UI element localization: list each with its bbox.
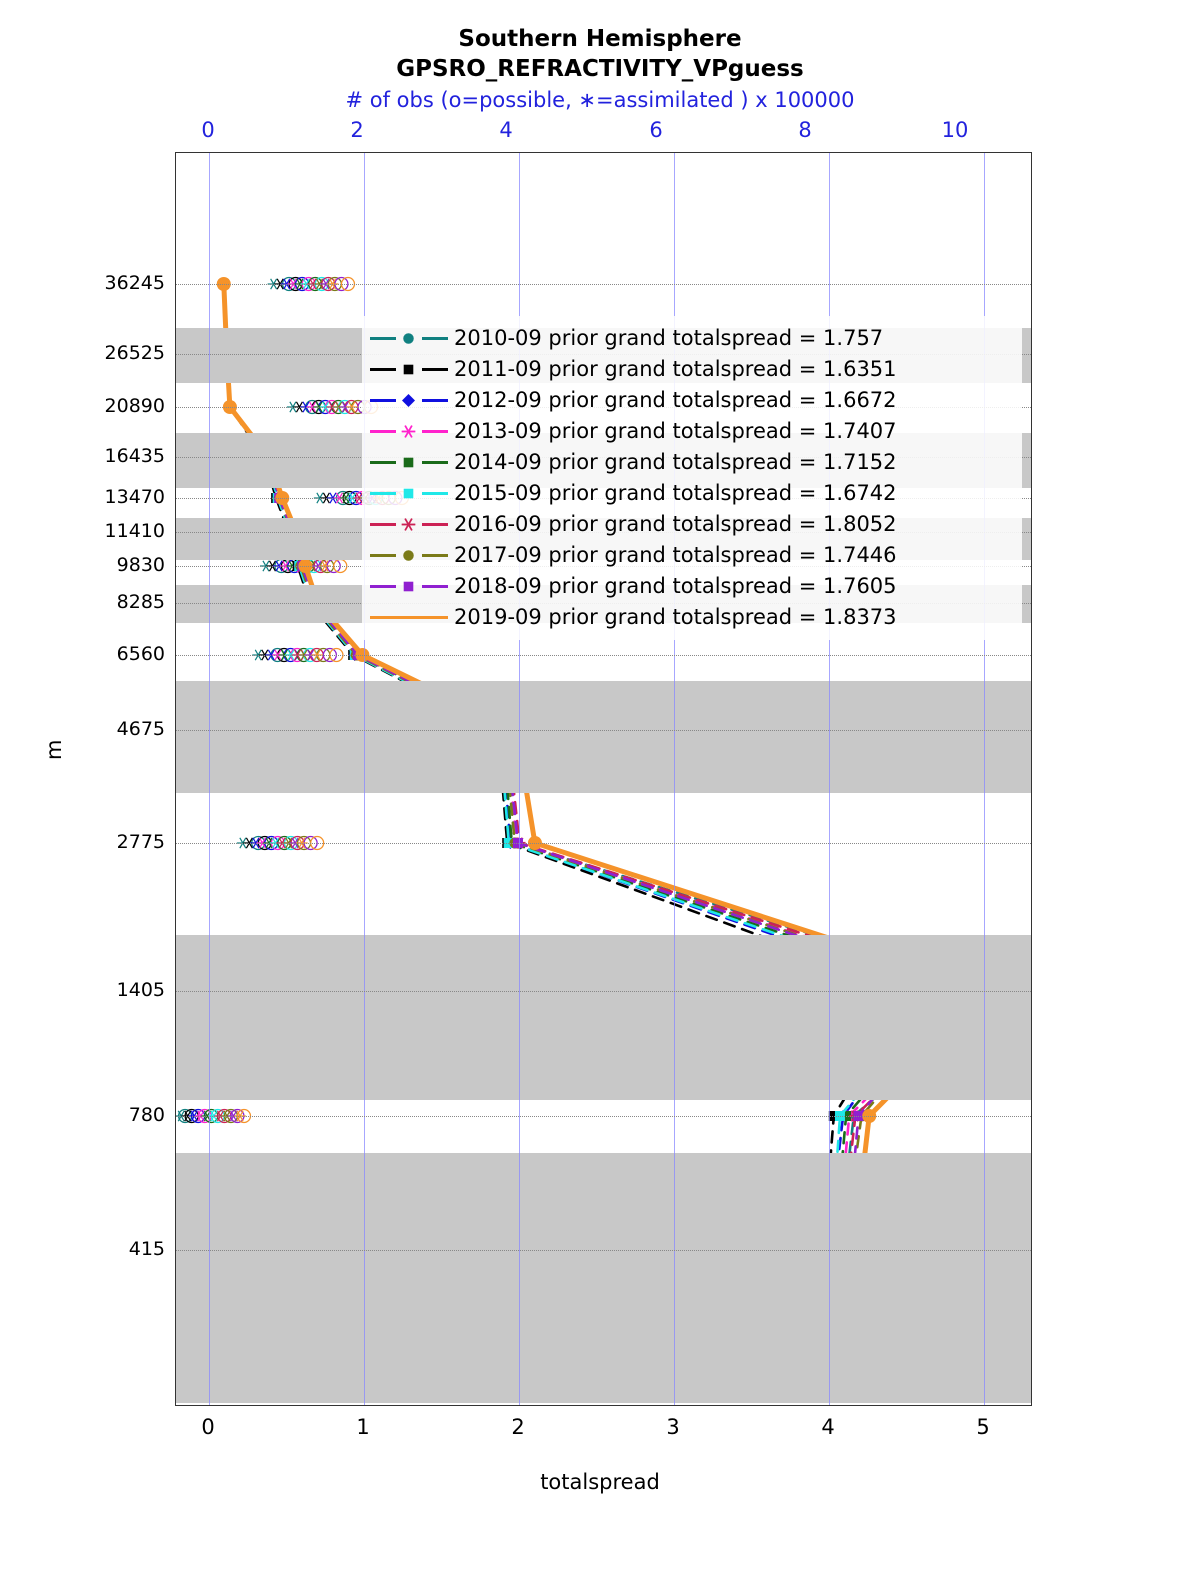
- legend-line-dash: [370, 337, 396, 340]
- title-line-2: GPSRO_REFRACTIVITY_VPguess: [396, 56, 804, 82]
- legend-swatch: [370, 328, 448, 348]
- legend-marker-star-icon: [401, 424, 416, 439]
- legend-marker-square-icon: [401, 486, 416, 501]
- legend-line-dash: [370, 430, 396, 433]
- legend-label: 2012-09 prior grand totalspread = 1.6672: [454, 387, 897, 412]
- legend-line-dash: [422, 554, 448, 557]
- legend-item: [370, 384, 1014, 415]
- gridline-horizontal: [176, 1250, 1031, 1251]
- legend-label: 2016-09 prior grand totalspread = 1.8052: [454, 511, 897, 536]
- legend-marker-square-icon: [401, 455, 416, 470]
- legend-line-dash: [422, 337, 448, 340]
- shaded-band: [176, 935, 1031, 1100]
- left-axis-tick: 6560: [116, 643, 165, 665]
- legend-line-dash: [422, 585, 448, 588]
- legend: [362, 316, 1022, 640]
- gridline-horizontal: [176, 284, 1031, 285]
- legend-swatch: [370, 576, 448, 596]
- left-axis-tick: 26525: [104, 342, 165, 364]
- top-axis-tick: 6: [649, 118, 663, 142]
- left-axis-tick: 1405: [116, 979, 165, 1001]
- legend-item: [370, 477, 1014, 508]
- legend-marker-square-icon: [401, 579, 416, 594]
- chart-title: [0, 24, 1200, 84]
- legend-line-dash: [422, 430, 448, 433]
- legend-item: [370, 446, 1014, 477]
- gridline-horizontal: [176, 1116, 1031, 1117]
- left-axis-tick: 9830: [116, 554, 165, 576]
- shaded-band: [176, 1153, 1031, 1403]
- bottom-axis-tick: 5: [976, 1415, 990, 1439]
- gridline-vertical: [209, 153, 210, 1405]
- gridline-horizontal: [176, 655, 1031, 656]
- left-axis-tick: 11410: [104, 520, 165, 542]
- legend-item: [370, 322, 1014, 353]
- bottom-axis-tick: 0: [201, 1415, 215, 1439]
- legend-label: 2015-09 prior grand totalspread = 1.6742: [454, 480, 897, 505]
- left-axis-tick: 8285: [116, 591, 165, 613]
- legend-swatch: [370, 390, 448, 410]
- chart-subtitle: # of obs (o=possible, ∗=assimilated ) x 100000: [345, 88, 855, 112]
- legend-line-dash: [422, 461, 448, 464]
- left-axis-tick: 13470: [104, 486, 165, 508]
- legend-item: [370, 570, 1014, 601]
- left-axis-tick: 780: [128, 1104, 165, 1126]
- left-axis-tick: 20890: [104, 395, 165, 417]
- bottom-axis-tick: 1: [356, 1415, 370, 1439]
- top-axis-tick: 0: [201, 118, 215, 142]
- legend-label: 2017-09 prior grand totalspread = 1.7446: [454, 542, 897, 567]
- legend-line-dash: [370, 399, 396, 402]
- legend-swatch: [370, 607, 448, 627]
- legend-swatch: [370, 359, 448, 379]
- legend-marker-circle-icon: [401, 548, 416, 563]
- legend-item: [370, 415, 1014, 446]
- legend-line-dash: [370, 523, 396, 526]
- legend-line-dash: [422, 492, 448, 495]
- bottom-axis-tick: 2: [511, 1415, 525, 1439]
- plot-area: [175, 152, 1032, 1406]
- legend-line-dash: [370, 368, 396, 371]
- top-axis-tick: 2: [350, 118, 364, 142]
- legend-swatch: [370, 421, 448, 441]
- legend-label: 2013-09 prior grand totalspread = 1.7407: [454, 418, 897, 443]
- shaded-band: [176, 681, 1031, 793]
- legend-swatch: [370, 483, 448, 503]
- legend-label: 2019-09 prior grand totalspread = 1.8373: [454, 604, 897, 629]
- legend-marker-circle-icon: [401, 331, 416, 346]
- legend-swatch: [370, 452, 448, 472]
- y-axis-label: m: [42, 739, 66, 760]
- top-axis-tick: 8: [798, 118, 812, 142]
- legend-line-dash: [370, 616, 448, 619]
- legend-line-dash: [370, 461, 396, 464]
- left-axis-tick: 16435: [104, 445, 165, 467]
- left-axis-tick: 36245: [104, 272, 165, 294]
- legend-marker-diamond-icon: [401, 393, 416, 408]
- title-line-1: Southern Hemisphere: [458, 26, 742, 52]
- left-axis-tick: 415: [128, 1238, 165, 1260]
- legend-label: 2011-09 prior grand totalspread = 1.6351: [454, 356, 897, 381]
- gridline-horizontal: [176, 843, 1031, 844]
- legend-swatch: [370, 545, 448, 565]
- legend-line-dash: [370, 554, 396, 557]
- legend-label: 2010-09 prior grand totalspread = 1.757: [454, 325, 884, 350]
- top-axis-tick: 10: [941, 118, 969, 142]
- left-axis-tick: 2775: [116, 831, 165, 853]
- gridline-horizontal: [176, 730, 1031, 731]
- legend-item: [370, 539, 1014, 570]
- legend-label: 2018-09 prior grand totalspread = 1.7605: [454, 573, 897, 598]
- legend-line-dash: [422, 368, 448, 371]
- legend-item: [370, 508, 1014, 539]
- legend-marker-square-icon: [401, 362, 416, 377]
- top-axis-tick: 4: [499, 118, 513, 142]
- legend-swatch: [370, 514, 448, 534]
- legend-line-dash: [370, 492, 396, 495]
- x-axis-label: totalspread: [540, 1470, 660, 1494]
- bottom-axis-tick: 4: [821, 1415, 835, 1439]
- left-axis-tick: 4675: [116, 718, 165, 740]
- legend-line-dash: [422, 523, 448, 526]
- legend-line-dash: [370, 585, 396, 588]
- bottom-axis-tick: 3: [666, 1415, 680, 1439]
- gridline-horizontal: [176, 991, 1031, 992]
- legend-line-dash: [422, 399, 448, 402]
- legend-label: 2014-09 prior grand totalspread = 1.7152: [454, 449, 897, 474]
- legend-marker-star-icon: [401, 517, 416, 532]
- legend-item: [370, 601, 1014, 632]
- legend-item: [370, 353, 1014, 384]
